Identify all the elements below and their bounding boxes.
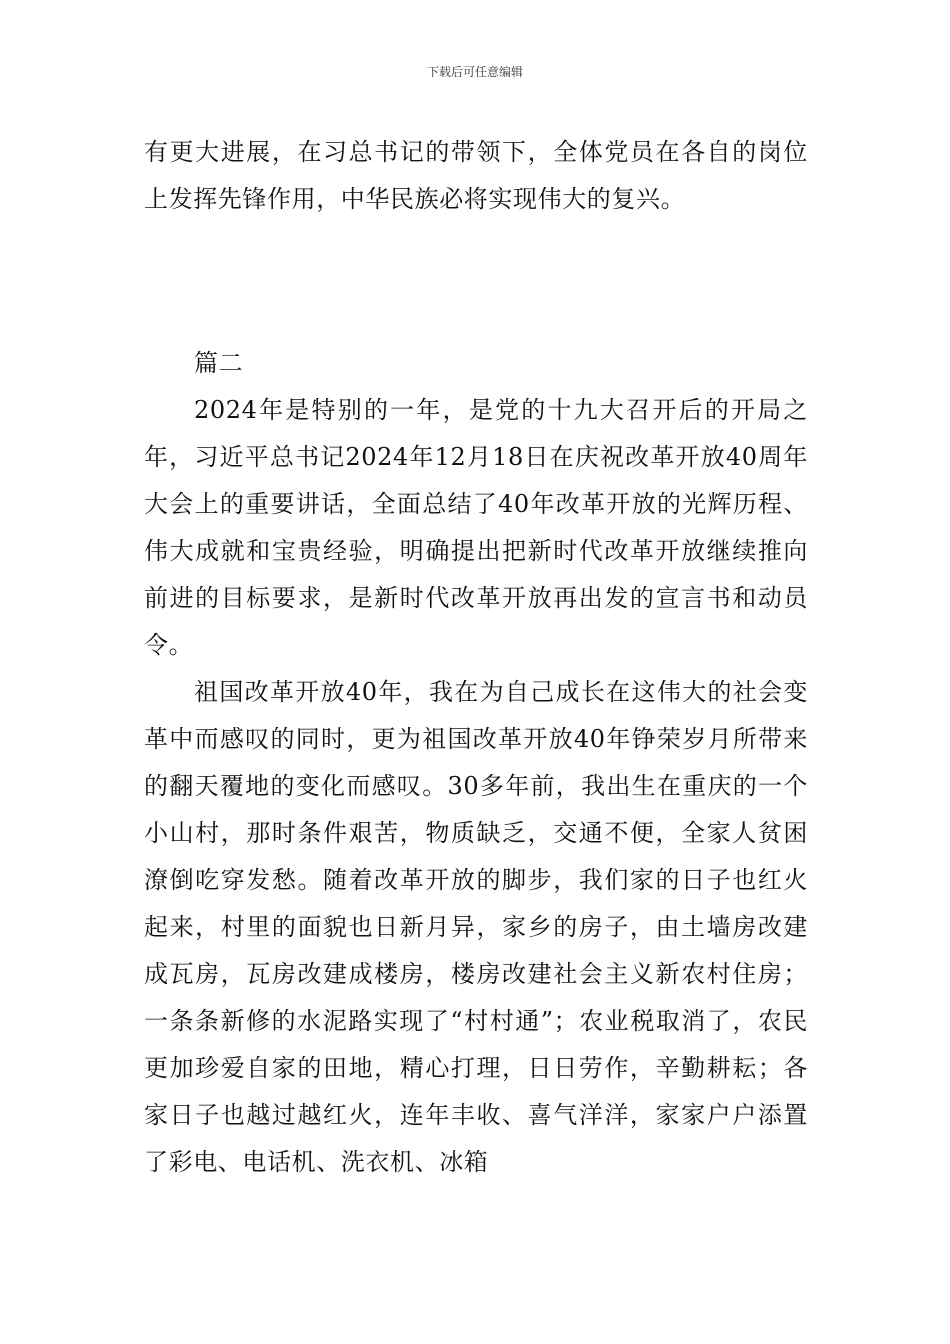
paragraph-2: 祖国改革开放40年，我在为自己成长在这伟大的社会变革中而感叹的同时，更为祖国改革开放40年铮荣岁月所带来的翻天覆地的变化而感叹。30多年前，我出生在重庆的一个小山村，那时条件艰苦，物质缺乏，交通不便，全家人贫困潦倒吃穿发愁。随着改革开放的脚步，我们家的日子也红火起来，村里的面貌也日新月异，家乡的房子，由土墙房改建成瓦房，瓦房改建成楼房，楼房改建社会主义新农村住房；一条条新修的水泥路实现了“村村通”；农业税取消了，农民更加珍爱自家的田地，精心打理，日日劳作，辛勤耕耘；各家日子也越过越红火，连年丰收、喜气洋洋，家家户户添置了彩电、电话机、洗衣机、冰箱 <box>144 678 808 1176</box>
intro-paragraph: 有更大进展，在习总书记的带领下，全体党员在各自的岗位上发挥先锋作用，中华民族必将实现伟大的复兴。 <box>144 138 808 213</box>
section-heading: 篇二 <box>194 349 244 377</box>
section-spacer <box>144 223 808 340</box>
page-header-note: 下载后可任意编辑 <box>426 65 523 79</box>
document-body <box>144 129 808 1186</box>
paragraph-1: 2024年是特别的一年，是党的十九大召开后的开局之年，习近平总书记2024年12月18日在庆祝改革开放40周年大会上的重要讲话，全面总结了40年改革开放的光辉历程、伟大成就和宝贵经验，明确提出把新时代改革开放继续推向前进的目标要求，是新时代改革开放再出发的宣言书和动员令。 <box>144 396 808 659</box>
